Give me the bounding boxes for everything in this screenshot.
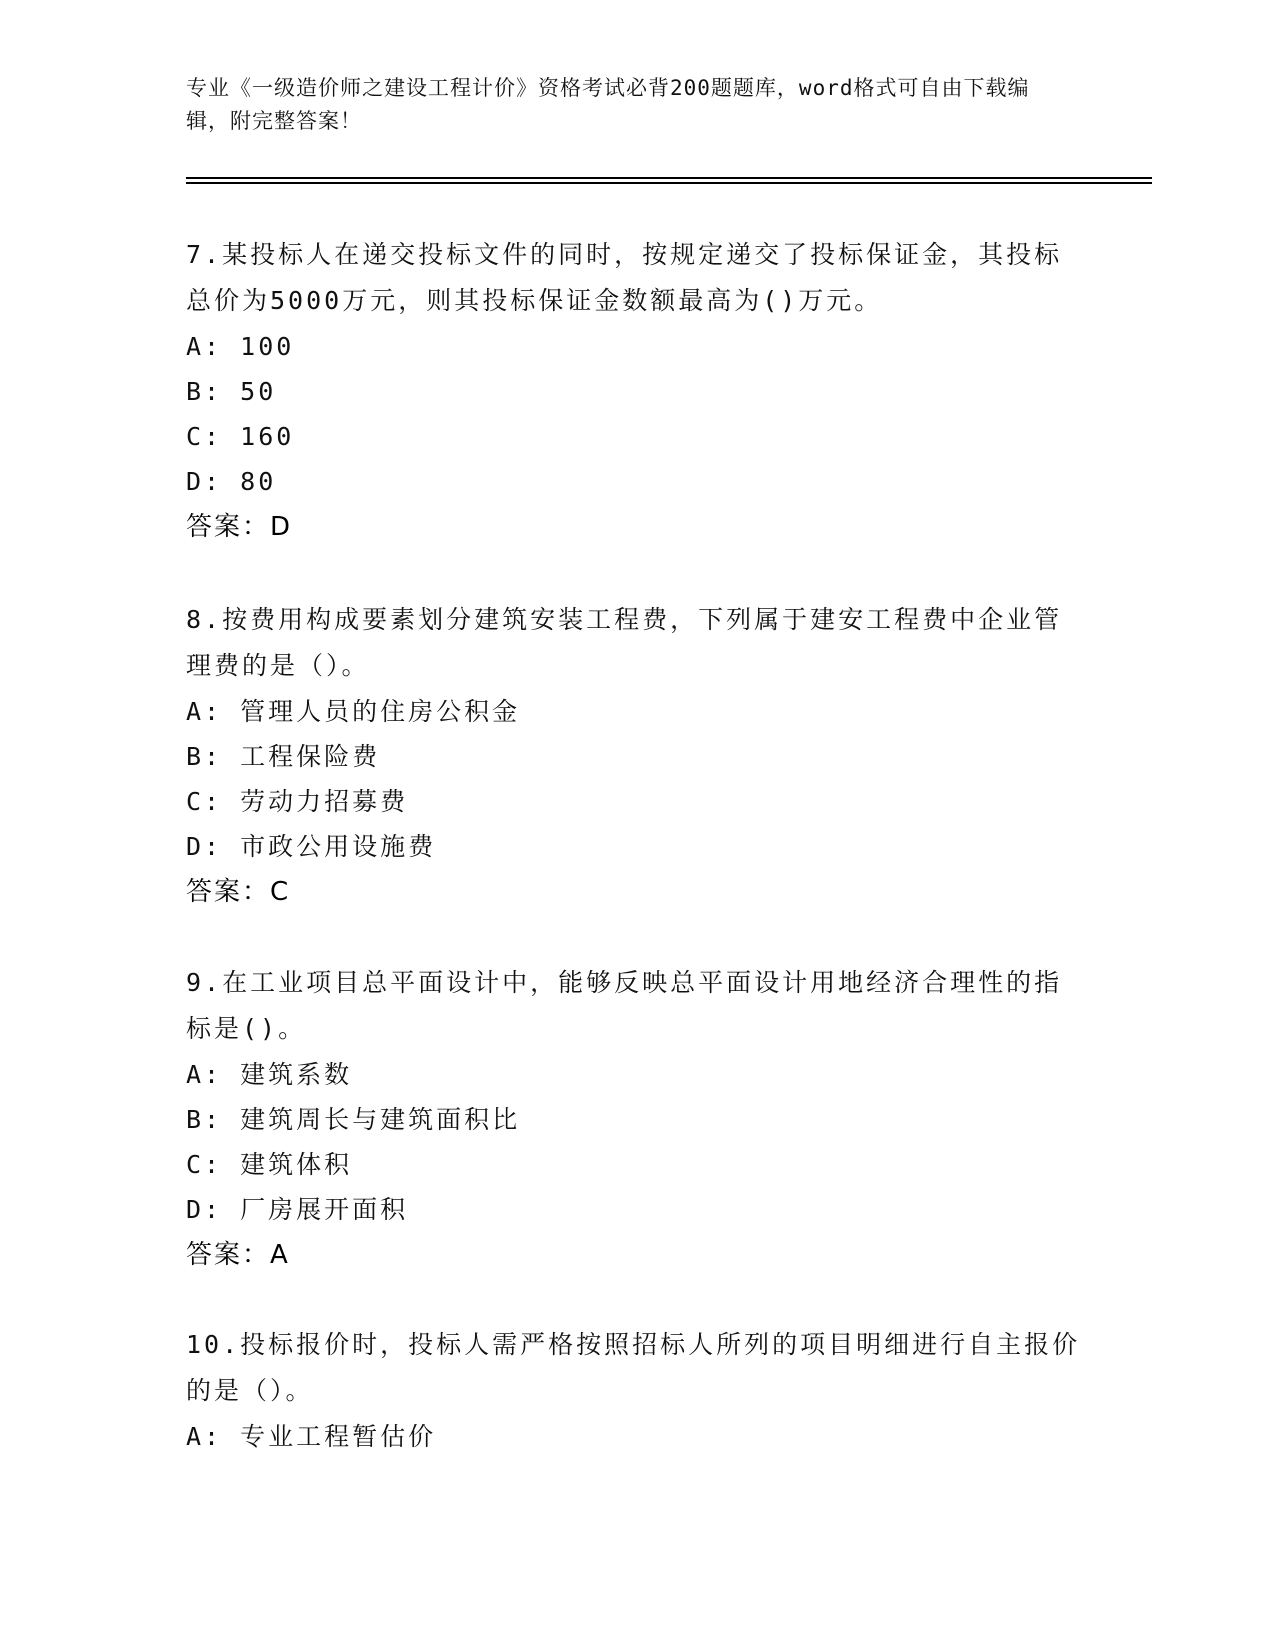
question-text: 8.按费用构成要素划分建筑安装工程费，下列属于建安工程费中企业管理费的是（）。 xyxy=(186,605,1063,680)
option-b: B: 工程保险费 xyxy=(186,742,381,771)
question-8 xyxy=(186,597,1086,915)
answer: 答案：D xyxy=(186,512,293,542)
question-7 xyxy=(186,232,1086,550)
answer: 答案：A xyxy=(186,1240,290,1270)
option-a: A: 管理人员的住房公积金 xyxy=(186,697,521,726)
option-c: C: 建筑体积 xyxy=(186,1150,353,1179)
option-a: A: 100 xyxy=(186,332,295,361)
header-divider-top xyxy=(186,177,1152,179)
question-9 xyxy=(186,960,1086,1278)
option-b: B: 50 xyxy=(186,377,277,406)
option-c: C: 160 xyxy=(186,422,295,451)
option-c: C: 劳动力招募费 xyxy=(186,787,409,816)
option-a: A: 建筑系数 xyxy=(186,1060,353,1089)
question-text: 7.某投标人在递交投标文件的同时，按规定递交了投标保证金，其投标总价为5000万元，则其投标保证金数额最高为()万元。 xyxy=(186,240,1063,315)
question-text: 10.投标报价时，投标人需严格按照招标人所列的项目明细进行自主报价的是（）。 xyxy=(186,1330,1081,1405)
option-b: B: 建筑周长与建筑面积比 xyxy=(186,1105,521,1134)
option-d: D: 厂房展开面积 xyxy=(186,1195,409,1224)
header-divider-bottom xyxy=(186,182,1152,184)
option-d: D: 市政公用设施费 xyxy=(186,832,437,861)
document-header: 专业《一级造价师之建设工程计价》资格考试必背200题题库，word格式可自由下载编辑，附完整答案！ xyxy=(186,76,1030,133)
question-10 xyxy=(186,1322,1086,1459)
option-d: D: 80 xyxy=(186,467,277,496)
option-a: A: 专业工程暂估价 xyxy=(186,1422,437,1451)
question-text: 9.在工业项目总平面设计中，能够反映总平面设计用地经济合理性的指标是()。 xyxy=(186,968,1063,1043)
answer: 答案：C xyxy=(186,877,291,907)
